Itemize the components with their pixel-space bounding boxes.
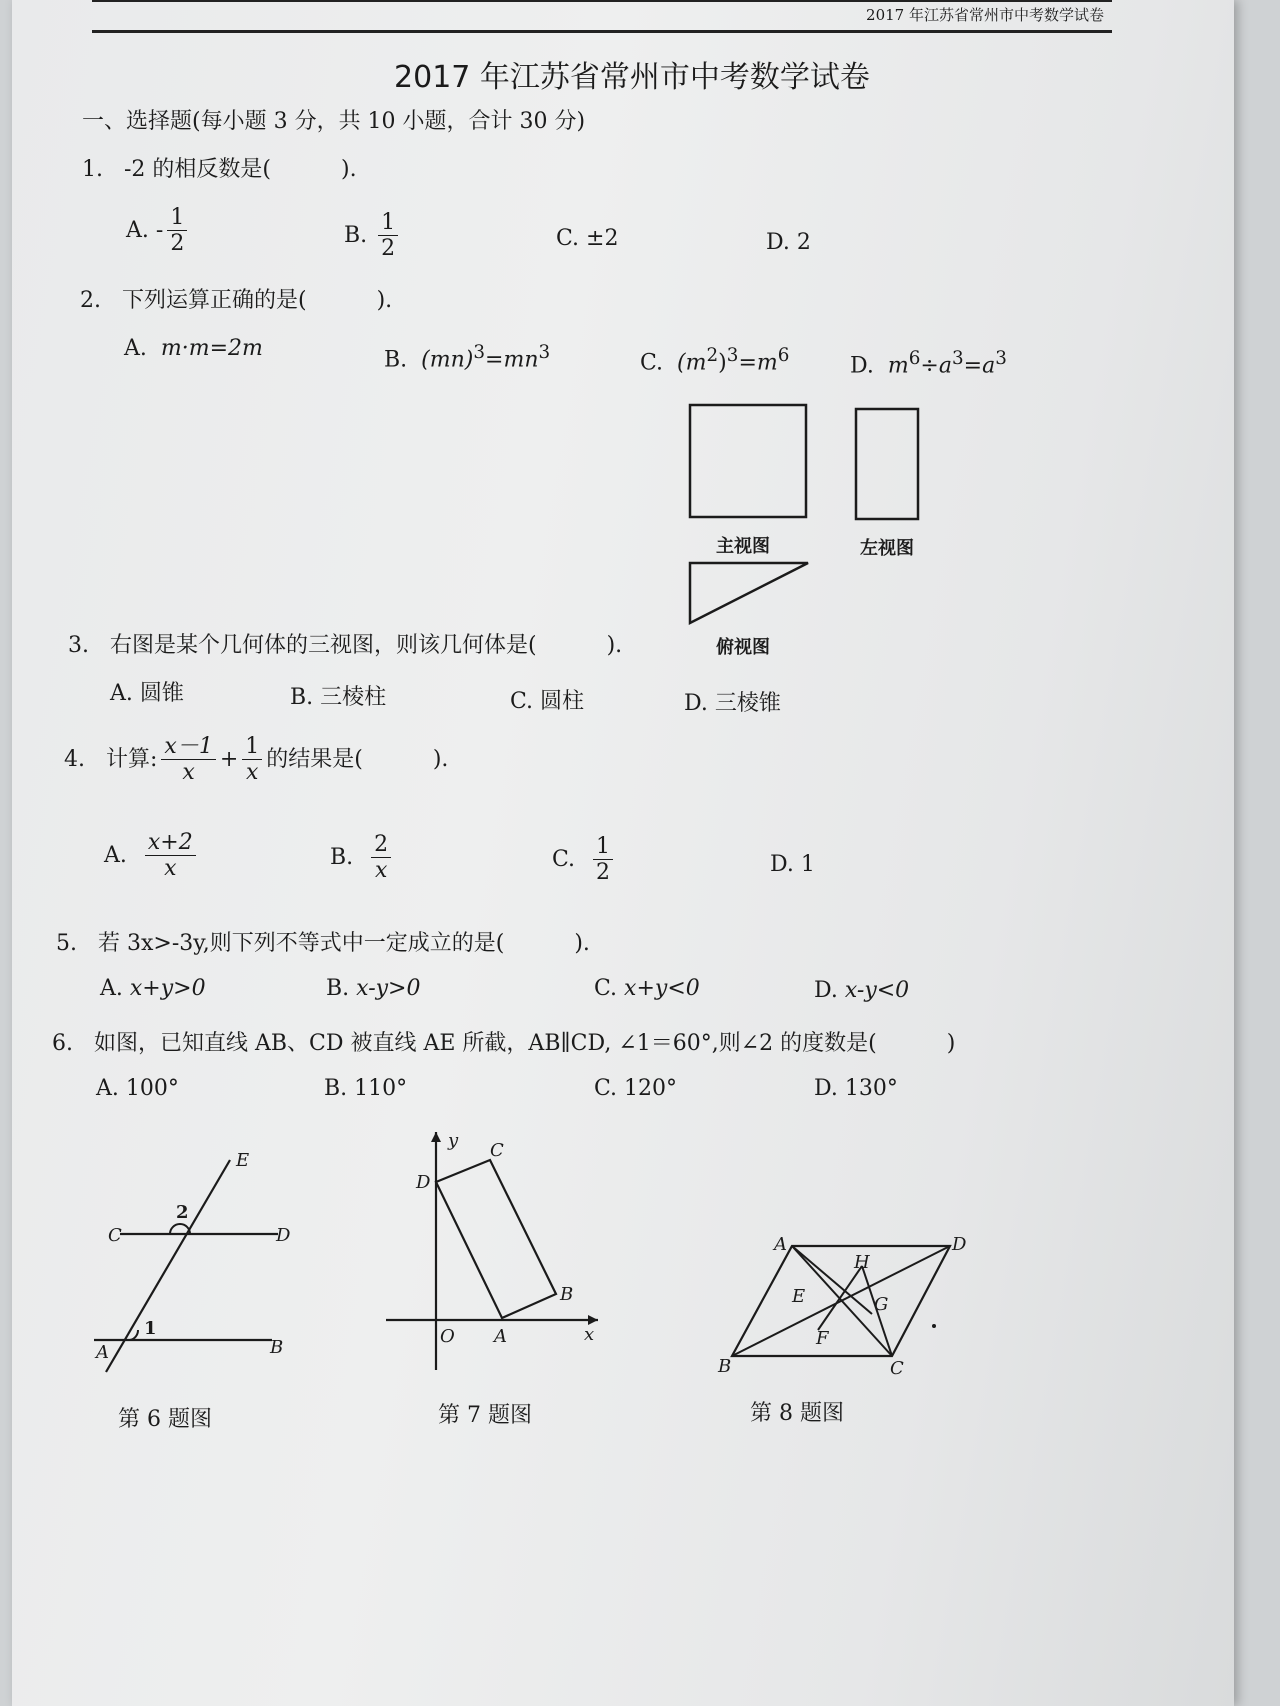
- header-rule-top: [92, 0, 1112, 2]
- top-view-label: 俯视图: [716, 637, 770, 658]
- fig6-label-angle-2: 2: [176, 1202, 189, 1223]
- q4-option-c[interactable]: C. $\frac{1}{2}$: [552, 834, 617, 886]
- exam-paper: [12, 0, 1234, 1706]
- q3-close: ).: [606, 633, 623, 658]
- q3-option-a[interactable]: A. 圆锥: [110, 681, 184, 706]
- q5-close: ).: [574, 931, 590, 956]
- q4-option-d[interactable]: D. 1: [770, 852, 815, 877]
- q6-close: ): [946, 1031, 956, 1056]
- question-1: [82, 152, 357, 183]
- q5-number: 5.: [56, 931, 77, 956]
- fig7-label-d: D: [416, 1172, 431, 1193]
- question-5: [56, 926, 590, 957]
- q4-fraction-1: $\frac{x-1}{x}$: [161, 734, 215, 786]
- left-view-rectangle: [856, 409, 918, 519]
- question-4: 4. 计算: $\frac{x-1}{x}$ + $\frac{1}{x}$ 的结果是( ).: [64, 734, 449, 786]
- left-view-label: 左视图: [860, 538, 914, 559]
- q1-close: ).: [341, 157, 357, 182]
- fig8-label-d: D: [952, 1234, 967, 1255]
- q2-close: ).: [376, 288, 393, 313]
- q1-option-c[interactable]: C. ±2: [556, 226, 619, 251]
- q3-option-c[interactable]: C. 圆柱: [510, 689, 585, 714]
- q6-option-c[interactable]: C. 120°: [594, 1076, 678, 1101]
- figure-8-caption: 第 8 题图: [750, 1401, 844, 1426]
- q4-option-b[interactable]: B. $\frac{2}{x}$: [330, 832, 395, 884]
- question-3: [68, 628, 622, 659]
- q1-option-b[interactable]: B. $\frac{1}{2}$: [344, 210, 402, 262]
- q3-number: 3.: [68, 633, 89, 658]
- q1-option-d[interactable]: D. 2: [766, 230, 811, 255]
- q2-option-c[interactable]: C. $(m^2)^3=m^6$: [640, 345, 790, 376]
- fig8-label-c: C: [890, 1358, 904, 1379]
- q3-stem: 右图是某个几何体的三视图，则该几何体是(: [109, 633, 537, 658]
- fig8-label-g: G: [874, 1294, 889, 1315]
- q6-option-a[interactable]: A. 100°: [96, 1076, 179, 1101]
- q6-number: 6.: [52, 1031, 73, 1056]
- front-view-square: [690, 405, 806, 517]
- fig6-label-angle-1: 1: [144, 1318, 157, 1339]
- stray-dot: [932, 1324, 936, 1328]
- fig7-label-y: y: [448, 1130, 459, 1151]
- diagonal-bd: [732, 1246, 950, 1356]
- q4-stem-pre: 计算:: [105, 746, 158, 772]
- q2-option-b[interactable]: B. $(mn)^3=mn^3$: [384, 342, 551, 373]
- q5-stem: 若 3x>-3y,则下列不等式中一定成立的是(: [97, 931, 505, 956]
- figure-6: [82, 1140, 312, 1380]
- q5-option-a[interactable]: A. x+y>0: [100, 976, 206, 1001]
- q5-option-b[interactable]: B. x-y>0: [326, 976, 421, 1001]
- q4-close: ).: [432, 746, 449, 772]
- q4-stem-post: 的结果是(: [266, 746, 363, 772]
- q2-option-d[interactable]: D. $m^6\div a^3=a^3$: [850, 348, 1007, 379]
- fig8-label-a: A: [774, 1234, 787, 1255]
- section-heading: 一、选择题(每小题 3 分，共 10 小题，合计 30 分): [82, 109, 586, 134]
- q4-number: 4.: [64, 746, 85, 772]
- q6-stem: 如图，已知直线 AB、CD 被直线 AE 所截，AB∥CD, ∠1＝60°,则∠2 的度数是(: [93, 1031, 877, 1056]
- q1-b-fraction: $\frac{1}{2}$: [378, 210, 398, 262]
- fig7-label-c: C: [490, 1140, 504, 1161]
- fig7-label-x: x: [584, 1324, 595, 1345]
- q2-stem: 下列运算正确的是(: [121, 288, 307, 313]
- q1-option-a[interactable]: A. - $\frac{1}{2}$: [126, 205, 191, 257]
- y-axis-arrow: [431, 1132, 441, 1142]
- front-view-label: 主视图: [716, 536, 770, 557]
- header-rule: [92, 30, 1112, 33]
- figure-7: [372, 1120, 612, 1380]
- q4-option-a[interactable]: A. $\frac{x+2}{x}$: [104, 830, 200, 882]
- fig8-label-h: H: [854, 1252, 870, 1273]
- fig6-label-b: B: [270, 1337, 284, 1358]
- q2-option-a[interactable]: A. m·m=2m: [124, 336, 263, 361]
- fig6-label-a: A: [96, 1342, 109, 1363]
- fig8-label-b: B: [718, 1356, 732, 1377]
- fig8-label-e: E: [792, 1286, 806, 1307]
- q5-option-c[interactable]: C. x+y<0: [594, 976, 700, 1001]
- q1-number: 1.: [82, 157, 103, 182]
- q5-option-d[interactable]: D. x-y<0: [814, 978, 910, 1003]
- q1-a-fraction: $\frac{1}{2}$: [167, 205, 187, 257]
- fig7-label-a: A: [494, 1326, 507, 1347]
- rectangle-abcd: [436, 1160, 556, 1318]
- q6-option-b[interactable]: B. 110°: [324, 1076, 408, 1101]
- top-view-triangle: [690, 563, 808, 623]
- fig6-label-e: E: [236, 1150, 250, 1171]
- figure-8: [712, 1222, 982, 1382]
- segment-hf: [818, 1266, 862, 1330]
- question-6: [52, 1026, 955, 1057]
- figure-7-caption: 第 7 题图: [438, 1403, 532, 1428]
- page-title: 2017 年江苏省常州市中考数学试卷: [394, 60, 870, 95]
- q2-number: 2.: [80, 288, 101, 313]
- fig6-label-d: D: [276, 1225, 291, 1246]
- q6-option-d[interactable]: D. 130°: [814, 1076, 898, 1101]
- q1-stem: -2 的相反数是(: [123, 157, 271, 182]
- fig7-label-o: O: [440, 1326, 455, 1347]
- question-2: [80, 283, 392, 314]
- q3-option-b[interactable]: B. 三棱柱: [290, 685, 387, 710]
- fig6-label-c: C: [108, 1225, 122, 1246]
- running-header: 2017 年江苏省常州市中考数学试卷: [866, 6, 1104, 24]
- angle-1-arc: [130, 1330, 138, 1340]
- q3-option-d[interactable]: D. 三棱锥: [684, 691, 781, 716]
- figure-6-caption: 第 6 题图: [118, 1407, 212, 1432]
- fig8-label-f: F: [816, 1328, 829, 1349]
- q4-fraction-2: $\frac{1}{x}$: [242, 734, 262, 786]
- fig7-label-b: B: [560, 1284, 574, 1305]
